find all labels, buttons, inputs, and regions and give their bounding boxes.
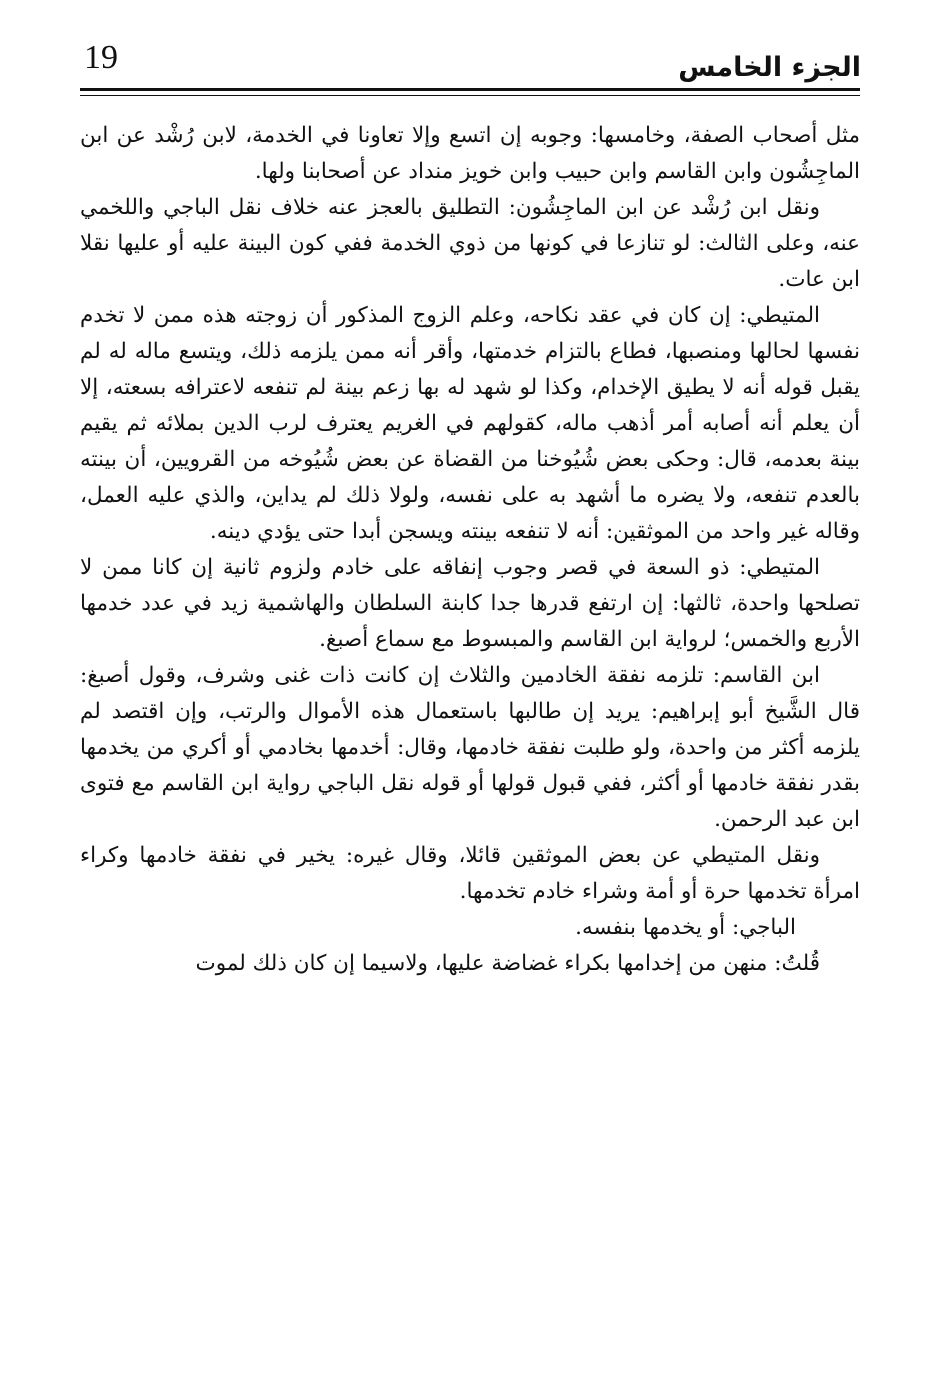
paragraph-5: ابن القاسم: تلزمه نفقة الخادمين والثلاث إن كانت ذات غنى وشرف، وقول أصبغ: قال الشَّيخ أبو إبراهيم: يريد إن طالبها باستعمال هذه الأموال والرتب، وإن اقتصد لم يلزمه أكثر من واحدة، ولو طلبت نفقة خادمها، وقال: أخدمها بخادمي أو أكري من يخدمها بقدر نفقة خادمها أو أكثر، ففي قبول قولها أو قوله نقل الباجي رواية ابن القاسم مع فتوى ابن عبد الرحمن. xyxy=(80,663,860,832)
paragraph-6: ونقل المتيطي عن بعض الموثقين قائلا، وقال غيره: يخير في نفقة خادمها وكراء امرأة تخدمها حرة أو أمة وشراء خادم تخدمها. xyxy=(80,843,860,904)
running-title: الجزء الخامس xyxy=(678,52,861,83)
paragraph-1: مثل أصحاب الصفة، وخامسها: وجوبه إن اتسع وإلا تعاونا في الخدمة، لابن رُشْد عن ابن الماجِشُون وابن القاسم وابن حبيب وابن خويز منداد عن أصحابنا ولها. xyxy=(80,123,860,184)
header-rule-thick xyxy=(80,88,860,91)
header-rule-thin xyxy=(80,95,860,96)
paragraph-3: المتيطي: إن كان في عقد نكاحه، وعلم الزوج المذكور أن زوجته هذه ممن لا تخدم نفسها لحالها ومنصبها، فطاع بالتزام خدمتها، وأقر أنه ممن يلزمه ذلك، ويتسع ماله له لم يقبل قوله أنه لا يطيق الإخدام، وكذا لو شهد له بها زعم بينة لم تنفعه لاعترافه بسعته، إلا أن يعلم أنه أصابه أمر أذهب ماله، كقولهم في الغريم يعترف لرب الدين بملائه ثم يقيم بينة بعدمه، قال: وحكى بعض شُيُوخنا من القضاة عن بعض شُيُوخه من القرويين، أن بينته بالعدم تنفعه، ولا يضره ما أشهد به على نفسه، ولولا ذلك لم يداين، والذي عليه العمل، وقاله غير واحد من الموثقين: أنه لا تنفعه بينته ويسجن أبدا حتى يؤدي دينه. xyxy=(80,303,860,544)
paragraph-8: قُلتُ: منهن من إخدامها بكراء غضاضة عليها، ولاسيما إن كان ذلك لموت xyxy=(195,951,820,976)
page-number: 19 xyxy=(84,39,118,76)
paragraph-2: ونقل ابن رُشْد عن ابن الماجِشُون: التطليق بالعجز عنه خلاف نقل الباجي واللخمي عنه، وعلى الثالث: لو تنازعا في كونها من ذوي الخدمة ففي كون البينة عليه أو عليها نقلا ابن عات. xyxy=(80,195,860,292)
paragraph-7: الباجي: أو يخدمها بنفسه. xyxy=(575,915,796,940)
paragraph-4: المتيطي: ذو السعة في قصر وجوب إنفاقه على خادم ولزوم ثانية إن كانا ممن لا تصلحها واحدة، ثالثها: إن ارتفع قدرها جدا كابنة السلطان والهاشمية زيد في عدد خدمها الأربع والخمس؛ لرواية ابن القاسم والمبسوط مع سماع أصبغ. xyxy=(80,555,860,652)
body-text xyxy=(80,118,860,982)
